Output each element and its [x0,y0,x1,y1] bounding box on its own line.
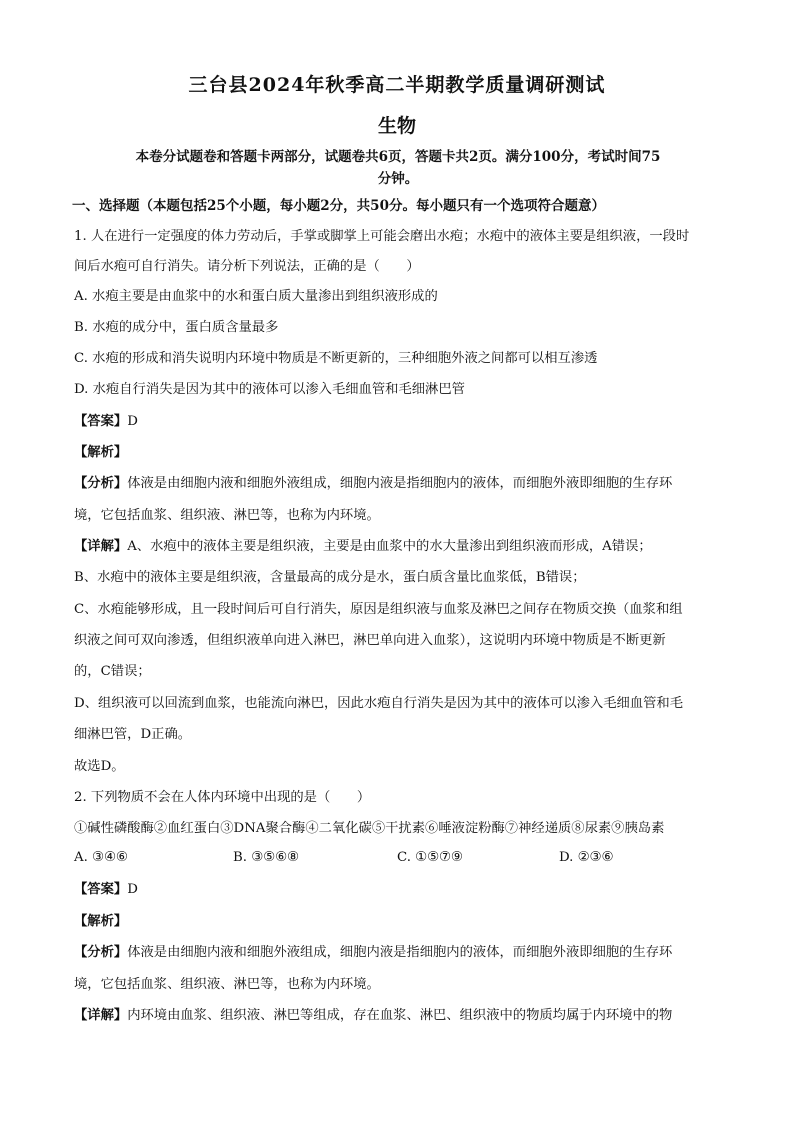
fenxi-tag: 【分析】 [74,476,128,491]
q1-option-b: B. 水疱的成分中，蛋白质含量最多 [74,320,279,335]
q1-fenxi-line-1 [74,474,672,494]
q1-xiangjie-line-4: 织液之间可双向渗透，但组织液单向进入淋巴，淋巴单向进入血浆），这说明内环境中物质是不断更新 [74,633,666,648]
q1-option-a: A. 水疱主要是由血浆中的水和蛋白质大量渗出到组织液形成的 [74,289,438,304]
q1-analysis-tag: 【解析】 [74,445,128,460]
xiangjie-text: A、水疱中的液体主要是组织液，主要是由血浆中的水大量渗出到组织液而形成，A错误； [127,539,652,554]
q1-xiangjie-line-3: C、水疱能够形成，且一段时间后可自行消失，原因是组织液与血浆及淋巴之间存在物质交换（血浆和组 [74,602,683,617]
intro-line-1: 本卷分试题卷和答题卡两部分，试题卷共6页，答题卡共2页。满分100分，考试时间75 [135,149,661,165]
q2-option-b: B. ③⑤⑥⑧ [233,850,299,865]
section-heading: 一、选择题（本题包括25个小题，每小题2分，共50分。每小题只有一个选项符合题意） [72,198,605,214]
q1-answer [74,412,138,432]
q1-option-c: C. 水疱的形成和消失说明内环境中物质是不断更新的，三种细胞外液之间都可以相互渗透 [74,351,598,366]
xiangjie-text: 内环境由血浆、组织液、淋巴等组成，存在血浆、淋巴、组织液中的物质均属于内环境中的物 [127,1008,673,1023]
answer-value: D [127,414,138,429]
q1-xiangjie-line-2: B、水疱中的液体主要是组织液，含量最高的成分是水，蛋白质含量比血浆低，B错误； [74,570,586,585]
q1-xiangjie-line-6: D、组织液可以回流到血浆，也能流向淋巴，因此水疱自行消失是因为其中的液体可以渗入毛细血管和毛 [74,696,684,711]
q1-stem-line-2: 间后水疱可自行消失。请分析下列说法，正确的是（ ） [74,259,420,274]
subject-title: 生物 [377,115,416,137]
q1-option-d: D. 水疱自行消失是因为其中的液体可以渗入毛细血管和毛细淋巴管 [74,382,465,397]
q1-xiangjie-line-5: 的，C错误； [74,664,151,679]
q2-fenxi-line-2: 境，它包括血浆、组织液、淋巴等，也称为内环境。 [74,977,380,992]
q2-analysis-tag: 【解析】 [74,914,128,929]
fenxi-tag: 【分析】 [74,945,128,960]
xiangjie-tag: 【详解】 [74,1008,128,1023]
q2-option-d: D. ②③⑥ [559,850,614,865]
q1-stem-line-1: 1. 人在进行一定强度的体力劳动后，手掌或脚掌上可能会磨出水疱；水疱中的液体主要是组织液，一段时 [74,229,690,244]
q1-conclusion: 故选D。 [74,759,125,774]
answer-tag: 【答案】 [74,882,128,897]
q2-fenxi-line-1 [74,943,672,963]
answer-tag: 【答案】 [74,414,128,429]
exam-intro [78,146,718,190]
q2-items: ①碱性磷酸酶②血红蛋白③DNA聚合酶④二氧化碳⑤干扰素⑥唾液淀粉酶⑦神经递质⑧尿素⑨胰岛素 [74,821,665,836]
q2-stem: 2. 下列物质不会在人体内环境中出现的是（ ） [74,790,371,805]
intro-line-2: 分钟。 [377,171,419,187]
q2-option-a: A. ③④⑥ [74,850,128,865]
fenxi-text: 体液是由细胞内液和细胞外液组成，细胞内液是指细胞内的液体，而细胞外液即细胞的生存环 [127,476,673,491]
exam-title: 三台县2024年秋季高二半期教学质量调研测试 [188,74,606,96]
answer-value: D [127,882,138,897]
fenxi-text: 体液是由细胞内液和细胞外液组成，细胞内液是指细胞内的液体，而细胞外液即细胞的生存环 [127,945,673,960]
q2-xiangjie-line-1 [74,1006,672,1026]
q1-xiangjie-line-7: 细淋巴管，D正确。 [74,727,192,742]
q1-xiangjie-line-1 [74,537,652,557]
q2-answer [74,880,138,900]
q1-fenxi-line-2: 境，它包括血浆、组织液、淋巴等，也称为内环境。 [74,508,380,523]
q2-option-c: C. ①⑤⑦⑨ [397,850,463,865]
xiangjie-tag: 【详解】 [74,539,128,554]
